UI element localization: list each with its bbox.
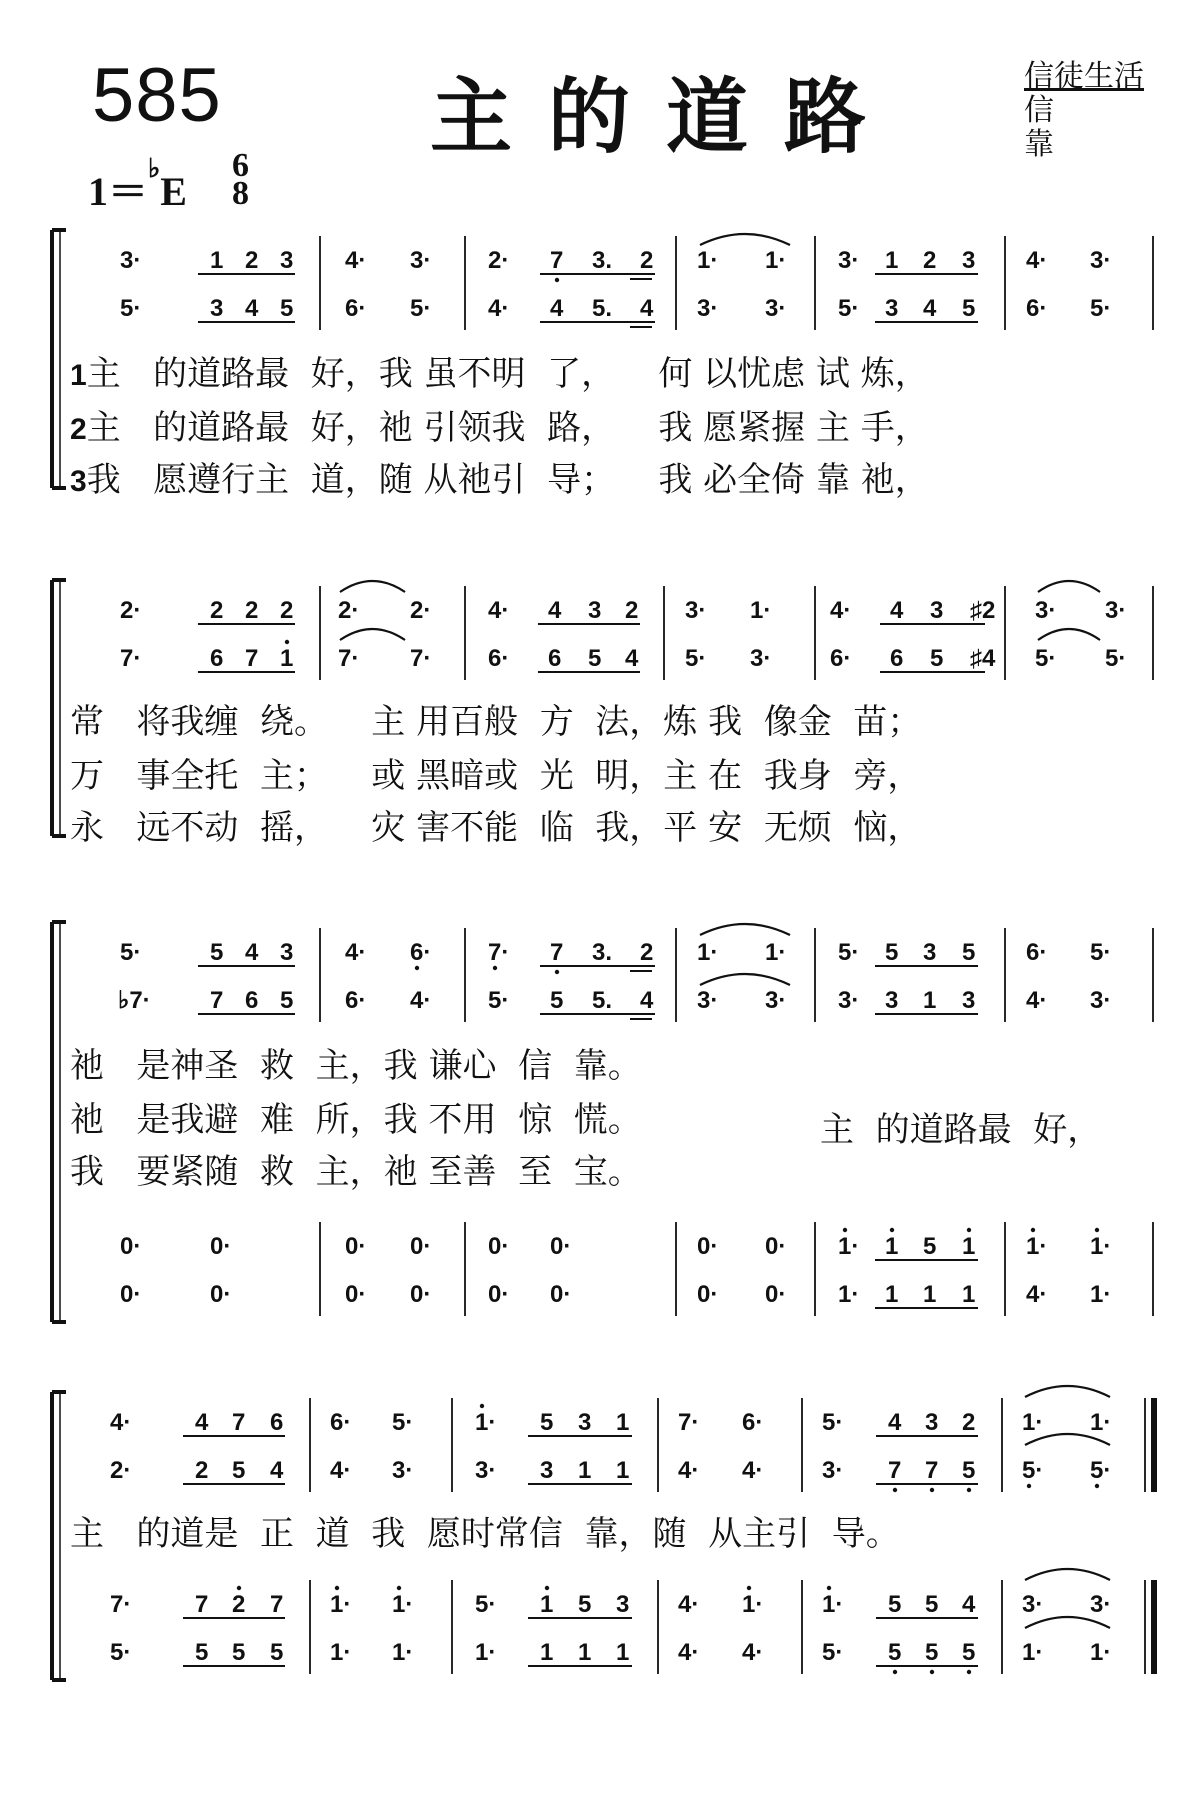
octave-dot-above — [1095, 1228, 1099, 1232]
note: 3 — [925, 1409, 939, 1436]
note: 3· — [120, 247, 142, 274]
tie-slur — [340, 581, 405, 592]
note: 5 — [270, 1639, 284, 1666]
note: 3· — [410, 247, 432, 274]
note: 0· — [765, 1281, 787, 1308]
note: 1 — [210, 247, 224, 274]
note: 5 — [885, 939, 899, 966]
note: 0· — [488, 1281, 510, 1308]
note: 1· — [392, 1591, 414, 1618]
note: 3 — [578, 1409, 592, 1436]
note: 3· — [1022, 1591, 1044, 1618]
note: 1 — [885, 1281, 899, 1308]
octave-dot-below — [555, 970, 559, 974]
note: 6 — [245, 987, 259, 1014]
meter-top: 6 — [232, 147, 249, 184]
note: 4 — [625, 645, 639, 672]
note: 5· — [1090, 939, 1112, 966]
note: 1 — [923, 987, 937, 1014]
note: 0· — [345, 1281, 367, 1308]
note: 1 — [540, 1591, 554, 1618]
note: 6· — [1026, 295, 1048, 322]
lyric-line — [70, 694, 921, 743]
note: 2 — [280, 597, 294, 624]
note: 4 — [550, 295, 564, 322]
note: 5 — [588, 645, 602, 672]
octave-dot-below — [493, 966, 497, 970]
note: 6 — [548, 645, 562, 672]
note: 4 — [245, 295, 259, 322]
note: 1 — [578, 1639, 592, 1666]
note: 5 — [210, 939, 224, 966]
octave-dot-above — [335, 1586, 339, 1590]
note: 2 — [923, 247, 937, 274]
note: 4 — [245, 939, 259, 966]
tie-slur — [1025, 1386, 1110, 1397]
octave-dot-below — [415, 966, 419, 970]
octave-dot-below — [930, 1670, 934, 1674]
note: 0· — [210, 1233, 232, 1260]
lyric-line — [820, 1102, 1101, 1151]
note: 4 — [923, 295, 937, 322]
note: 3. — [592, 247, 613, 274]
note: 0· — [550, 1281, 572, 1308]
note: 3· — [750, 645, 772, 672]
note: 4· — [110, 1409, 132, 1436]
note: 5· — [392, 1409, 414, 1436]
octave-dot-below — [930, 1488, 934, 1492]
octave-dot-above — [1031, 1228, 1035, 1232]
credit-tune: 信靠 — [1024, 93, 1118, 162]
octave-dot-above — [747, 1586, 751, 1590]
note: 5· — [1105, 645, 1127, 672]
note: 3· — [697, 295, 719, 322]
tie-slur — [1025, 1617, 1110, 1628]
note: 3· — [392, 1457, 414, 1484]
note: 5 — [550, 987, 564, 1014]
note: 7 — [925, 1457, 939, 1484]
octave-dot-above — [545, 1586, 549, 1590]
note: 6 — [270, 1409, 284, 1436]
note: 5 — [232, 1639, 246, 1666]
note: 2 — [232, 1591, 246, 1618]
octave-dot-below — [1095, 1484, 1099, 1488]
note: 1· — [392, 1639, 414, 1666]
note: 5 — [962, 1639, 976, 1666]
octave-dot-below — [555, 278, 559, 282]
verse-number: 3 — [70, 465, 87, 498]
note: 7 — [270, 1591, 284, 1618]
note: 0· — [410, 1281, 432, 1308]
note: 3 — [930, 597, 944, 624]
note: 1· — [822, 1591, 844, 1618]
note: 5 — [923, 1233, 937, 1260]
lyric-line — [70, 452, 929, 501]
meter-bottom: 8 — [232, 175, 249, 212]
note: 0· — [697, 1233, 719, 1260]
note: 3 — [923, 939, 937, 966]
note: 4 — [888, 1409, 902, 1436]
hymn-number: 585 — [92, 53, 222, 138]
lyric-text: 万 事全托 主； 或 黑暗或 光 明，主 在 我身 旁， — [70, 756, 922, 796]
octave-dot-above — [827, 1586, 831, 1590]
note: 2 — [640, 247, 654, 274]
note: 1 — [885, 1233, 899, 1260]
note: 3 — [885, 295, 899, 322]
octave-dot-above — [480, 1404, 484, 1408]
note: 4 — [962, 1591, 976, 1618]
note: 5 — [962, 939, 976, 966]
note: 3 — [280, 247, 294, 274]
note: 4· — [742, 1457, 764, 1484]
note: 1 — [962, 1281, 976, 1308]
note: 3 — [540, 1457, 554, 1484]
octave-dot-below — [893, 1670, 897, 1674]
note: 2 — [640, 939, 654, 966]
note: 5· — [685, 645, 707, 672]
octave-dot-above — [890, 1228, 894, 1232]
note: 7 — [195, 1591, 209, 1618]
note: 1· — [838, 1233, 860, 1260]
note: 6· — [488, 645, 510, 672]
note: 6· — [1026, 939, 1048, 966]
note: 0· — [210, 1281, 232, 1308]
note: 1· — [765, 939, 787, 966]
note: 5 — [195, 1639, 209, 1666]
note: 1· — [697, 247, 719, 274]
note: 3· — [475, 1457, 497, 1484]
note: 0· — [345, 1233, 367, 1260]
note: 1· — [1090, 1639, 1112, 1666]
note: 2· — [110, 1457, 132, 1484]
note: 4· — [1026, 1281, 1048, 1308]
note: 7· — [488, 939, 510, 966]
note: 1· — [750, 597, 772, 624]
note: 7· — [120, 645, 142, 672]
note: 5 — [280, 295, 294, 322]
tie-slur — [1038, 581, 1100, 592]
octave-dot-below — [967, 1670, 971, 1674]
lyric-text: 主 的道是 正 道 我 愿时常信 靠，随 从主引 导。 — [70, 1514, 900, 1554]
note: 1· — [838, 1281, 860, 1308]
note: 1· — [330, 1639, 352, 1666]
note: 1· — [330, 1591, 352, 1618]
note: 2 — [245, 597, 259, 624]
note: 5· — [410, 295, 432, 322]
note: 1· — [1090, 1281, 1112, 1308]
note: 5· — [1035, 645, 1057, 672]
note: 6 — [210, 645, 224, 672]
note: 4· — [678, 1591, 700, 1618]
key-prefix: 1＝ — [88, 169, 148, 214]
tie-slur — [700, 924, 790, 935]
lyric-line — [70, 800, 921, 849]
note: 3· — [765, 987, 787, 1014]
octave-dot-below — [967, 1488, 971, 1492]
lyric-line — [70, 346, 929, 395]
note: 2 — [210, 597, 224, 624]
note: 6· — [345, 987, 367, 1014]
note: 6· — [410, 939, 432, 966]
note: 3· — [1035, 597, 1057, 624]
lyric-line — [70, 1092, 642, 1141]
note: 5 — [930, 645, 944, 672]
note: 4 — [640, 295, 654, 322]
note: 2 — [245, 247, 259, 274]
note: 4 — [640, 987, 654, 1014]
note: 3 — [962, 247, 976, 274]
note: 5 — [925, 1591, 939, 1618]
lyric-text: 我 要紧随 救 主，祂 至善 至 宝。 — [70, 1152, 642, 1192]
note: 5 — [578, 1591, 592, 1618]
note: 3 — [885, 987, 899, 1014]
tie-slur — [1025, 1569, 1110, 1580]
note: 1· — [475, 1639, 497, 1666]
credit-words: 信徒生活 — [1024, 59, 1144, 94]
note: 7 — [245, 645, 259, 672]
note: 5 — [280, 987, 294, 1014]
note: 3· — [1105, 597, 1127, 624]
note: ♭7· — [118, 987, 151, 1014]
note: 4 — [548, 597, 562, 624]
note: 3· — [1090, 1591, 1112, 1618]
octave-dot-below — [1027, 1484, 1031, 1488]
note: 7 — [550, 939, 564, 966]
note: 1· — [1022, 1409, 1044, 1436]
lyric-text: 主 的道路最 好，祂 引领我 路， 我 愿紧握 主 手， — [86, 408, 929, 448]
lyric-text: 祂 是神圣 救 主，我 谦心 信 靠。 — [70, 1046, 642, 1086]
note: 1 — [885, 247, 899, 274]
note: 4· — [488, 295, 510, 322]
note: 1· — [1090, 1233, 1112, 1260]
note: 4 — [890, 597, 904, 624]
note: 3 — [210, 295, 224, 322]
note: 4 — [270, 1457, 284, 1484]
note: 7 — [888, 1457, 902, 1484]
note: 3· — [697, 987, 719, 1014]
note: 7· — [338, 645, 360, 672]
note: 5. — [592, 987, 613, 1014]
lyric-line — [70, 1506, 900, 1555]
note: 6· — [345, 295, 367, 322]
note: 3. — [592, 939, 613, 966]
note: 2· — [338, 597, 360, 624]
note: 0· — [550, 1233, 572, 1260]
note: 5· — [1090, 1457, 1112, 1484]
note: 4· — [742, 1639, 764, 1666]
note: 1· — [1090, 1409, 1112, 1436]
note: 5· — [120, 939, 142, 966]
note: 0· — [120, 1281, 142, 1308]
note: 1 — [616, 1409, 630, 1436]
note: 5· — [1090, 295, 1112, 322]
note: 0· — [120, 1233, 142, 1260]
note: 5· — [120, 295, 142, 322]
lyric-line — [70, 1144, 642, 1193]
tie-slur — [700, 234, 790, 245]
note: 5 — [888, 1591, 902, 1618]
tie-slur — [1038, 629, 1100, 640]
note: 5· — [110, 1639, 132, 1666]
lyric-text: 我 愿遵行主 道，随 从祂引 导； 我 必全倚 靠 祂， — [86, 460, 929, 500]
note: 3 — [962, 987, 976, 1014]
note: 1· — [475, 1409, 497, 1436]
note: 3· — [822, 1457, 844, 1484]
note: 4· — [830, 597, 852, 624]
note: 4· — [345, 247, 367, 274]
note: 5 — [232, 1457, 246, 1484]
note: 1 — [616, 1639, 630, 1666]
octave-dot-above — [843, 1228, 847, 1232]
note: 2· — [410, 597, 432, 624]
flat-sign: ♭ — [148, 154, 161, 183]
note: 5 — [962, 1457, 976, 1484]
note: 6· — [742, 1409, 764, 1436]
lyric-line — [70, 1038, 642, 1087]
note: 6· — [830, 645, 852, 672]
note: 5· — [488, 987, 510, 1014]
note: 2· — [488, 247, 510, 274]
note: 7 — [232, 1409, 246, 1436]
note: 5· — [838, 939, 860, 966]
note: 3 — [280, 939, 294, 966]
octave-dot-above — [967, 1228, 971, 1232]
note: 5 — [925, 1639, 939, 1666]
note: 7 — [210, 987, 224, 1014]
note: 5· — [475, 1591, 497, 1618]
note: 1 — [616, 1457, 630, 1484]
note: 6 — [890, 645, 904, 672]
octave-dot-below — [893, 1488, 897, 1492]
note: 1· — [697, 939, 719, 966]
note: 4· — [1026, 247, 1048, 274]
note: 1 — [962, 1233, 976, 1260]
lyric-text: 主 的道路最 好， — [820, 1110, 1102, 1150]
octave-dot-above — [397, 1586, 401, 1590]
note: 4· — [345, 939, 367, 966]
note: 5· — [838, 295, 860, 322]
octave-dot-above — [237, 1586, 241, 1590]
note: 1· — [1022, 1639, 1044, 1666]
note: 4· — [678, 1457, 700, 1484]
lyric-text: 永 远不动 摇， 灾 害不能 临 我，平 安 无烦 恼， — [70, 808, 922, 848]
note: 5 — [962, 295, 976, 322]
note: 5· — [1022, 1457, 1044, 1484]
note: 3 — [616, 1591, 630, 1618]
lyric-text: 常 将我缠 绕。 主 用百般 方 法，炼 我 像金 苗； — [70, 702, 922, 742]
note: 3· — [765, 295, 787, 322]
tie-slur — [700, 974, 790, 985]
note: 4· — [488, 597, 510, 624]
note: 5· — [822, 1409, 844, 1436]
note: 5 — [888, 1639, 902, 1666]
note: 0· — [765, 1233, 787, 1260]
note: 2 — [625, 597, 639, 624]
lyric-text: 主 的道路最 好，我 虽不明 了， 何 以忧虑 试 炼， — [86, 354, 929, 394]
verse-number: 2 — [70, 413, 87, 446]
note: 7· — [110, 1591, 132, 1618]
note: 3· — [685, 597, 707, 624]
note: 5 — [540, 1409, 554, 1436]
note: 0· — [410, 1233, 432, 1260]
tie-slur — [340, 629, 405, 640]
key-letter: E — [160, 169, 187, 214]
note: 3 — [588, 597, 602, 624]
hymn-title: 主的道路 — [430, 69, 903, 165]
octave-dot-above — [285, 640, 289, 644]
note: 4· — [330, 1457, 352, 1484]
note: ♯4 — [970, 645, 996, 672]
note: 4 — [195, 1409, 209, 1436]
note: 1 — [578, 1457, 592, 1484]
note: 0· — [697, 1281, 719, 1308]
note: 1· — [1026, 1233, 1048, 1260]
note: 1· — [765, 247, 787, 274]
note: 5· — [822, 1639, 844, 1666]
lyric-line — [70, 748, 921, 797]
note: 1 — [280, 645, 294, 672]
note: 4· — [1026, 987, 1048, 1014]
note: 5. — [592, 295, 613, 322]
note: 3· — [838, 247, 860, 274]
note: 7· — [678, 1409, 700, 1436]
note: 2 — [195, 1457, 209, 1484]
note: 4· — [410, 987, 432, 1014]
note: 3· — [1090, 987, 1112, 1014]
note: 4· — [678, 1639, 700, 1666]
note: 1 — [923, 1281, 937, 1308]
note: 7 — [550, 247, 564, 274]
note: 0· — [488, 1233, 510, 1260]
note: 2· — [120, 597, 142, 624]
verse-number: 1 — [70, 359, 87, 392]
note: ♯2 — [970, 597, 996, 624]
note: 6· — [330, 1409, 352, 1436]
note: 3· — [1090, 247, 1112, 274]
note: 2 — [962, 1409, 976, 1436]
lyric-line — [70, 400, 929, 449]
lyric-text: 祂 是我避 难 所，我 不用 惊 慌。 — [70, 1100, 642, 1140]
note: 1 — [540, 1639, 554, 1666]
note: 3· — [838, 987, 860, 1014]
note: 1· — [742, 1591, 764, 1618]
note: 7· — [410, 645, 432, 672]
